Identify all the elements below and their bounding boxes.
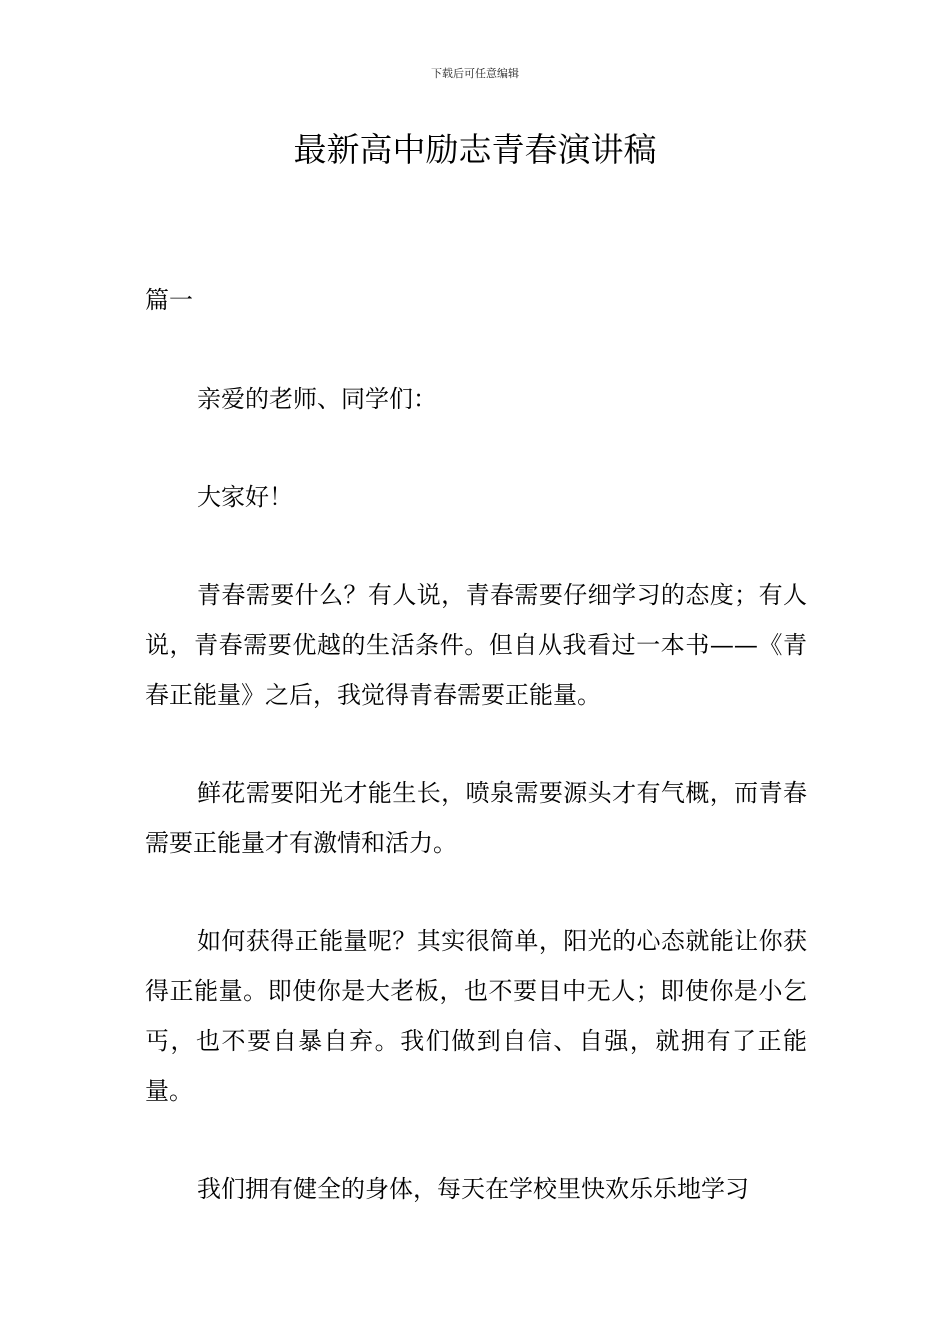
paragraph-hello: 大家好！ [197, 483, 293, 511]
paragraph-youth-needs: 青春需要什么？有人说，青春需要仔细学习的态度；有人说，青春需要优越的生活条件。但自从我看过一本书——《青春正能量》之后，我觉得青春需要正能量。 [145, 581, 807, 709]
paragraph-healthy-body: 我们拥有健全的身体，每天在学校里快欢乐乐地学习 [197, 1175, 749, 1203]
body-text [145, 374, 807, 1262]
section-label: 篇一 [145, 286, 193, 314]
paragraph-greeting: 亲爱的老师、同学们： [197, 385, 437, 413]
header-note: 下载后可任意编辑 [431, 67, 519, 80]
paragraph-flowers: 鲜花需要阳光才能生长，喷泉需要源头才有气概，而青春需要正能量才有激情和活力。 [145, 779, 807, 857]
document-title: 最新高中励志青春演讲稿 [293, 130, 657, 169]
paragraph-how-to-gain: 如何获得正能量呢？其实很简单，阳光的心态就能让你获得正能量。即使你是大老板，也不要目中无人；即使你是小乞丐，也不要自暴自弃。我们做到自信、自强，就拥有了正能量。 [145, 927, 807, 1105]
